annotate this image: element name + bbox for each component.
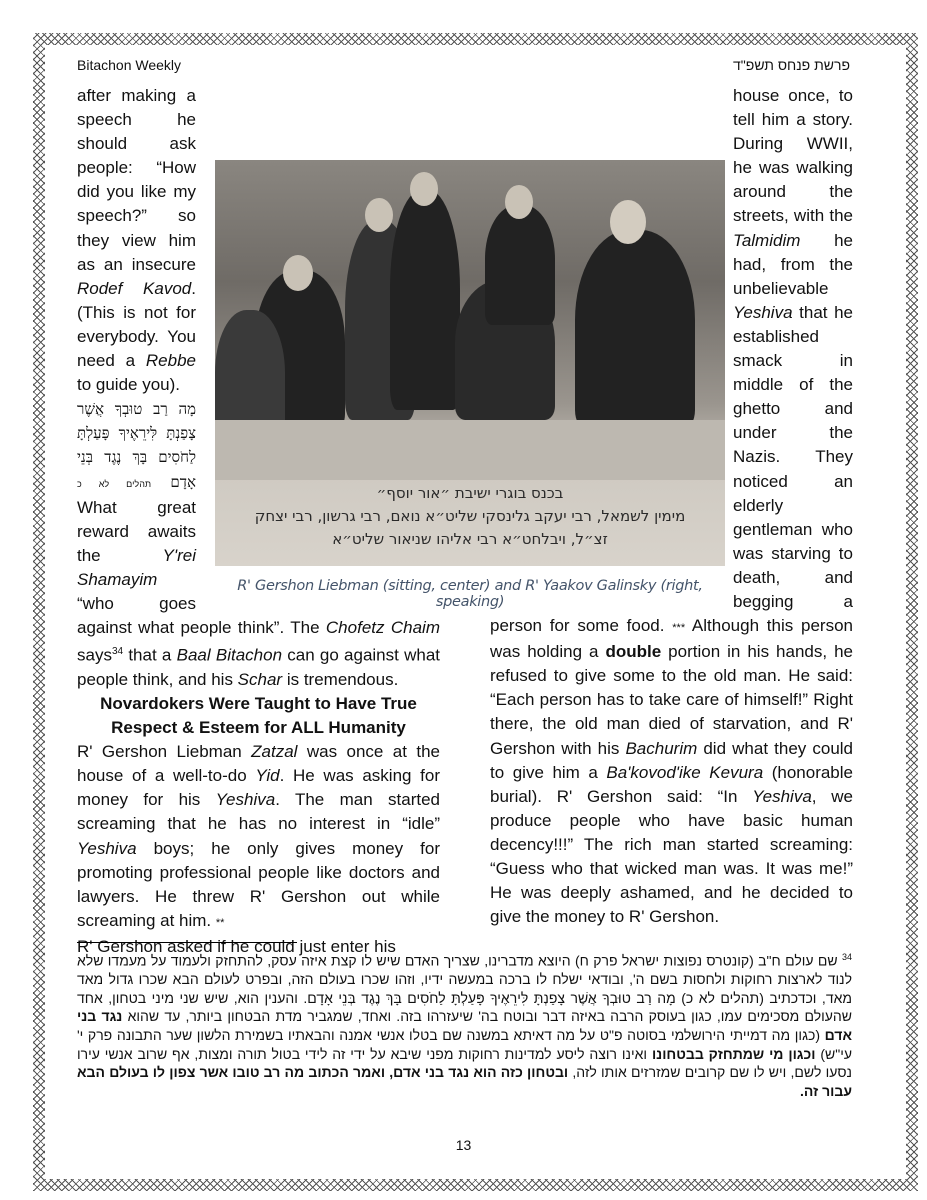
text-run: נגד בני אדם xyxy=(77,1008,852,1044)
text-run: . The man started screaming that he has no interest in “idle” xyxy=(77,790,441,834)
text-run: Y'rei Shamayim xyxy=(77,545,196,589)
text-run: Yeshiva xyxy=(733,302,793,322)
header-parsha: פרשת פנחס תשפ"ד xyxy=(733,57,850,73)
text-run: is tremendous. xyxy=(282,669,399,689)
text-run: Yeshiva xyxy=(215,790,276,810)
text-run: Zatzal xyxy=(251,742,298,762)
photo xyxy=(215,160,725,566)
text-run: to guide you). xyxy=(77,375,181,395)
text-run: did what they could to give him a xyxy=(490,738,853,782)
text-run: Rodef Kavod xyxy=(77,278,192,298)
text-run: R' Gershon asked if he could just enter his xyxy=(77,936,396,956)
text-run: was once at the house of a well-to-do xyxy=(77,742,440,786)
text-run: Yeshiva xyxy=(752,786,812,806)
text-run: Baal Bitachon xyxy=(176,645,283,665)
text-run: house once, to tell him a story. During WWII, he was walking around the streets, with the xyxy=(733,86,853,226)
text-run: ** xyxy=(215,916,225,929)
footnote-text xyxy=(77,953,852,1099)
page-number: 13 xyxy=(455,1137,472,1153)
text-run: What great reward awaits the xyxy=(77,497,196,565)
text-run: double xyxy=(605,642,662,662)
text-run: that a xyxy=(123,645,177,665)
text-run: boys; he only gives money for promoting professional people like doctors and lawyers. He threw R' Gershon out while screaming at him. xyxy=(77,838,440,930)
text-run: . He was asking for money for his xyxy=(77,766,440,810)
text-run: (honorable burial). R' Gershon said: “In xyxy=(490,762,853,806)
text-run: Rebbe xyxy=(145,351,196,371)
photo-caption-line: בכנס בוגרי ישיבת ״אור יוסף״ xyxy=(376,484,564,502)
text-run: after making a speech he should ask people: “How did you like my speech?” so they view him as an insecure xyxy=(77,86,196,274)
text-run: . (This is not for everybody. You need a xyxy=(77,278,196,371)
text-run: *** xyxy=(672,622,686,635)
text-run: Although this person was holding a xyxy=(490,616,854,662)
photo-caption: R' Gershon Liebman (sitting, center) and R' Yaakov Galinsky (right, speaking) xyxy=(237,578,703,610)
text-run: ואינו רוצה ליסע למדינות רחוקות מפני שיבא על ידי זה לידי בטול תורה ומצות, אף שרוב אנשי עירו נסעו לשם, ויש לו שם קרובים שמזרזים אותו לזה, xyxy=(77,1045,853,1081)
text-run: Schar xyxy=(237,669,283,689)
text-run: 34 xyxy=(111,646,124,658)
text-run: Yeshiva xyxy=(77,838,137,858)
footnote xyxy=(77,948,852,1100)
text-run: says xyxy=(77,645,112,665)
photo-hebrew-caption xyxy=(215,482,725,551)
verse-source: תהלים לא כ xyxy=(77,478,152,489)
photo-caption-line: זצ״ל, ויבלחט״א רבי אליהו שניאור שליט״א xyxy=(332,530,608,548)
section-heading: Novardokers Were Taught to Have True Respect & Esteem for ALL Humanity xyxy=(100,694,417,738)
photo-table xyxy=(215,420,725,480)
hebrew-verse-text: מָה רַב טוּבְךָ אֲשֶׁר צָפַנְתָּ לִּירֵאֶיךָ פָּעַלְתָּ לַחֹסִים בָּךְ נֶגֶד בְּנֵי אָדָם xyxy=(77,400,196,491)
text-run: Bachurim xyxy=(625,738,698,758)
text-run: he had, from the unbelievable xyxy=(733,230,853,298)
footnote-number: 34 xyxy=(841,952,852,962)
text-run: that he established smack in middle of the ghetto and under the Nazis. They noticed an elderly gentleman who was starving to death, and begging a person for some food. xyxy=(490,302,853,636)
footnote-divider xyxy=(77,942,297,943)
text-run: וכגון מי שמתחזק בבטחונו xyxy=(651,1045,816,1062)
text-run: Talmidim xyxy=(733,230,801,250)
photo-caption-line: מימין לשמאל, רבי יעקב גלינסקי שליט״א נואם, רבי גרשון, רבי יצחק xyxy=(254,507,686,525)
text-run: Chofetz Chaim xyxy=(325,618,440,638)
text-run: can go against what people think, and his xyxy=(77,645,441,689)
text-run: Ba'kovod'ike Kevura xyxy=(606,762,764,782)
header-publication-title: Bitachon Weekly xyxy=(77,57,182,73)
text-run: R' Gershon Liebman xyxy=(77,742,252,762)
paragraph xyxy=(77,740,440,935)
text-run: portion in his hands, he refused to give some to the old man. He said: “Each person has to take care of himself!” Right there, the old man died of starvation, and R' Gershon with his xyxy=(490,642,853,758)
text-run: Yid xyxy=(255,766,280,786)
text-run: ובטחון כזה הוא נגד בני אדם, ואמר הכתוב מה רב טובו אשר צפון לו בעולם הבא עבור זה. xyxy=(77,1064,852,1099)
text-run: (כגון מה דמייתי הירושלמי בסוטה פ"ט על מה דאיתא במשנה שם בטלו אנשי אמנה והבאתיו בשמירת הלשון שער התבונה פרק י' עי"ש) xyxy=(77,1027,852,1062)
text-run: , we produce people who have basic human decency!!!” The rich man started screaming: “Guess who that wicked man was. It was me!” He was deeply ashamed, and he decided to give the money to R' Gershon. xyxy=(490,786,853,927)
text-run: שם עולם ח"ב (קונטרס נפוצות ישראל פרק ח) היוצא מדברינו, שצריך האדם שיש לו קצת איזה עסק, להתחזק ולעמוד על מעמדו שלא לנוד לארצות רחוקות ולחסות בשם ה', ובודאי ישלח לו ברכה במעשה ידיו, וזהו שכרו בעולם הזה, ובפרט לעולם הבא שכרו גדול מאד מאד, וכדכתיב (תהלים לא כ) מָה רַב טוּבְךָ אֲשֶׁר צָפַנְתָּ לִּירֵאֶיךָ פָּעַלְתָּ לַחֹסִים בָּךְ נֶגֶד בְּנֵי אָדָם. והענין הוא, שיש שני מיני בטחון, אחד שהעולם מסכימים עמו, כגון בעוסק הרבה באיזה דבר ובוטח בה' שיעזרהו בזה. ואחד, שמגביר מדת הבטחון ביותר, עד שהוא xyxy=(77,952,852,1025)
text-run: “who goes against what people think”. The xyxy=(77,593,326,638)
